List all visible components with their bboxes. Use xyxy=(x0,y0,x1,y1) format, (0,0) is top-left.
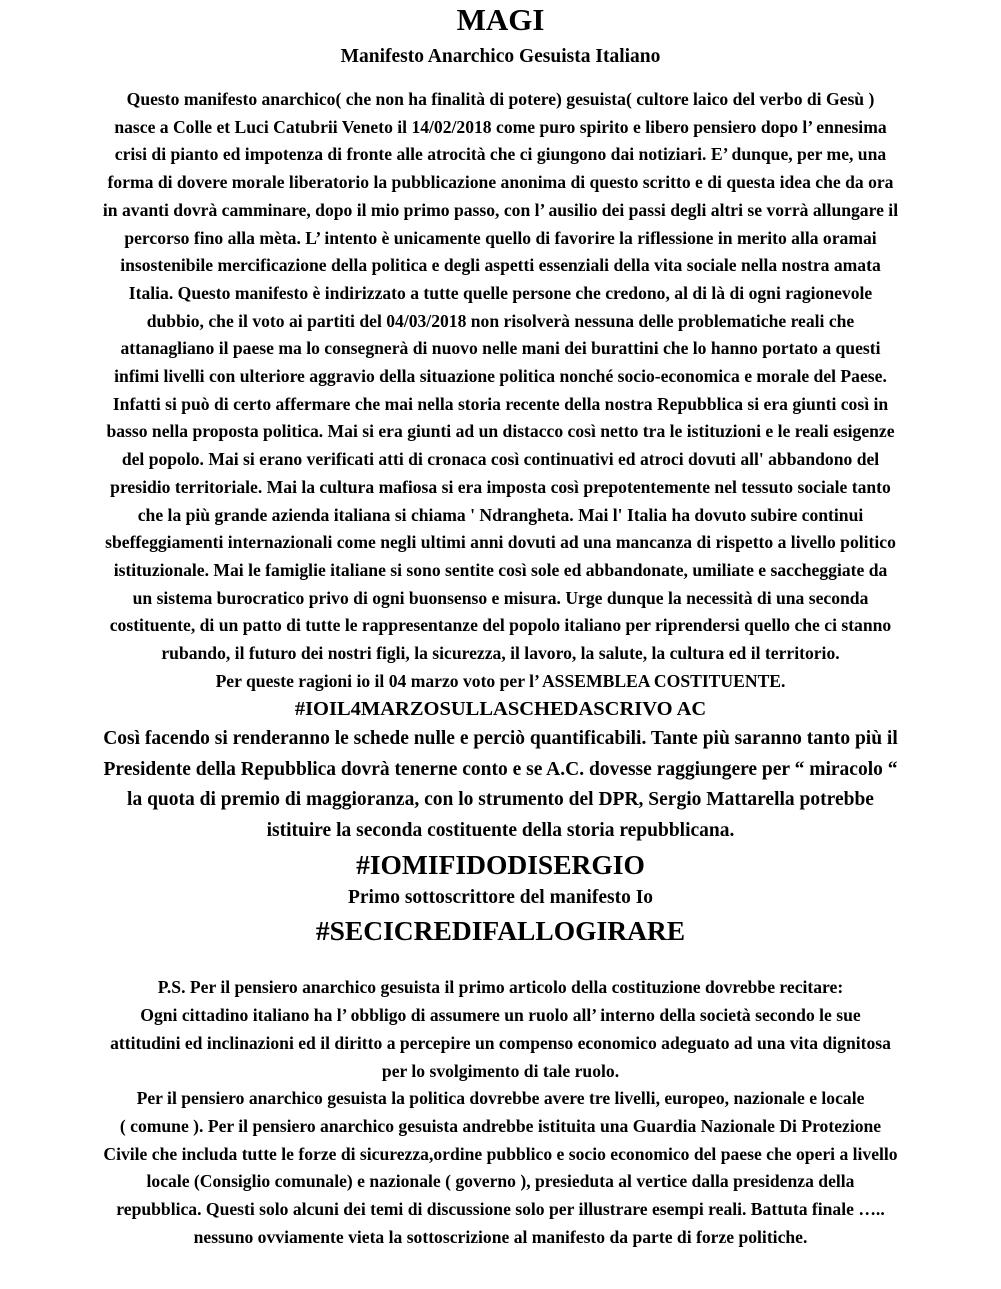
text-line: che la più grande azienda italiana si chiama ' Ndrangheta. Mai l' Italia ha dovuto subire continui xyxy=(137,504,864,525)
text-line: del popolo. Mai si erano verificati atti di cronaca così continuativi ed atroci dovuti all' abbandono del xyxy=(121,449,880,470)
text-line: nasce a Colle et Luci Catubrii Veneto il 14/02/2018 come puro spirito e libero pensiero dopo l’ ennesima xyxy=(114,116,887,137)
document-title: MAGI xyxy=(456,2,545,37)
hashtag-spin: #SECICREDIFALLOGIRARE xyxy=(315,915,686,947)
text-line: in avanti dovrà camminare, dopo il mio primo passo, con l’ ausilio dei passi degli altri se vorrà allungare il xyxy=(102,199,899,220)
text-line: sbeffeggiamenti internazionali come negli ultimi anni dovuti ad una mancanza di rispetto a livello politico xyxy=(105,532,896,553)
text-line: Civile che includa tutte le forze di sicurezza,ordine pubblico e socio economico del paese che operi a livello xyxy=(103,1143,898,1164)
text-line: Italia. Questo manifesto è indirizzato a tutte quelle persone che credono, al di là di ogni ragionevole xyxy=(128,282,873,303)
text-line: locale (Consiglio comunale) e nazionale ( governo ), presieduta al vertice dalla presidenza della xyxy=(146,1171,855,1192)
consequence-paragraph xyxy=(20,724,981,846)
ps-paragraph xyxy=(20,974,981,1251)
text-line: Ogni cittadino italiano ha l’ obbligo di assumere un ruolo all’ interno della società secondo le sue xyxy=(140,1005,861,1026)
text-line: percorso fino alla mèta. L’ intento è unicamente quello di favorire la riflessione in merito alla oramai xyxy=(124,227,877,248)
signer-line: Primo sottoscrittore del manifesto Io xyxy=(347,887,654,909)
text-line: Così facendo si renderanno le schede nulle e perciò quantificabili. Tante più saranno tanto più il xyxy=(103,728,898,750)
text-line: Per il pensiero anarchico gesuista la politica dovrebbe avere tre livelli, europeo, nazionale e locale xyxy=(136,1088,865,1109)
vote-declaration: Per queste ragioni io il 04 marzo voto per l’ ASSEMBLEA COSTITUENTE. xyxy=(215,670,786,691)
text-line: Questo manifesto anarchico( che non ha finalità di potere) gesuista( cultore laico del verbo di Gesù ) xyxy=(126,89,875,109)
text-line: rubando, il futuro dei nostri figli, la sicurezza, il lavoro, la salute, la cultura ed il territorio. xyxy=(161,643,840,664)
intro-paragraph xyxy=(20,86,981,695)
text-line: basso nella proposta politica. Mai si era giunti ad un distacco così netto tra le istituzioni e le reali esigenze xyxy=(106,421,895,442)
text-line: istituire la seconda costituente della storia repubblicana. xyxy=(266,819,735,841)
text-line: nessuno ovviamente vieta la sottoscrizione al manifesto da parte di forze politiche. xyxy=(193,1226,808,1247)
text-line: un sistema burocratico privo di ogni buonsenso e misura. Urge dunque la necessità di una seconda xyxy=(132,587,869,608)
text-line: per lo svolgimento di tale ruolo. xyxy=(381,1060,620,1081)
text-line: ( comune ). Per il pensiero anarchico gesuista andrebbe istituita una Guardia Nazionale Di Protezione xyxy=(119,1115,882,1136)
text-line: infimi livelli con ulteriore aggravio della situazione politica nonché socio-economica e morale del Paese. xyxy=(114,366,887,387)
document-subtitle: Manifesto Anarchico Gesuista Italiano xyxy=(340,46,661,67)
text-line: Infatti si può di certo affermare che mai nella storia recente della nostra Repubblica si era giunti così in xyxy=(112,393,889,414)
text-line: la quota di premio di maggioranza, con lo strumento del DPR, Sergio Mattarella potrebbe xyxy=(127,789,874,811)
text-line: istituzionale. Mai le famiglie italiane si sono sentite così sole ed abbandonate, umiliate e saccheggiate da xyxy=(113,559,888,580)
hashtag-trust: #IOMIFIDODISERGIO xyxy=(356,849,645,881)
text-line: insostenibile mercificazione della politica e degli aspetti essenziali della vita sociale nella nostra amata xyxy=(120,255,881,276)
text-line: crisi di pianto ed impotenza di fronte alle atrocità che ci giungono dai notiziari. E’ dunque, per me, una xyxy=(114,144,887,165)
text-line: dubbio, che il voto ai partiti del 04/03/2018 non risolverà nessuna delle problematiche reali che xyxy=(146,310,855,331)
text-line: attitudini ed inclinazioni ed il diritto a percepire un compenso economico adeguato ad una vita dignitosa xyxy=(110,1032,891,1053)
text-line: presidio territoriale. Mai la cultura mafiosa si era imposta così prepotentemente nel tessuto sociale tanto xyxy=(110,476,891,497)
hashtag-vote: #IOIL4MARZOSULLASCHEDASCRIVO AC xyxy=(294,698,707,721)
text-line: repubblica. Questi solo alcuni dei temi di discussione solo per illustrare esempi reali. Battuta finale ….. xyxy=(116,1199,885,1220)
text-line: Presidente della Repubblica dovrà tenerne conto e se A.C. dovesse raggiungere per “ miracolo “ xyxy=(103,758,898,780)
text-line: attanagliano il paese ma lo consegnerà di nuovo nelle mani dei burattini che lo hanno portato a questi xyxy=(120,338,881,359)
text-line: forma di dovere morale liberatorio la pubblicazione anonima di questo scritto e di questa idea che da ora xyxy=(107,172,894,193)
text-line: P.S. Per il pensiero anarchico gesuista il primo articolo della costituzione dovrebbe recitare: xyxy=(157,977,844,998)
text-line: costituente, di un patto di tutte le rappresentanze del popolo italiano per riprendersi quello che ci stanno xyxy=(109,615,892,636)
